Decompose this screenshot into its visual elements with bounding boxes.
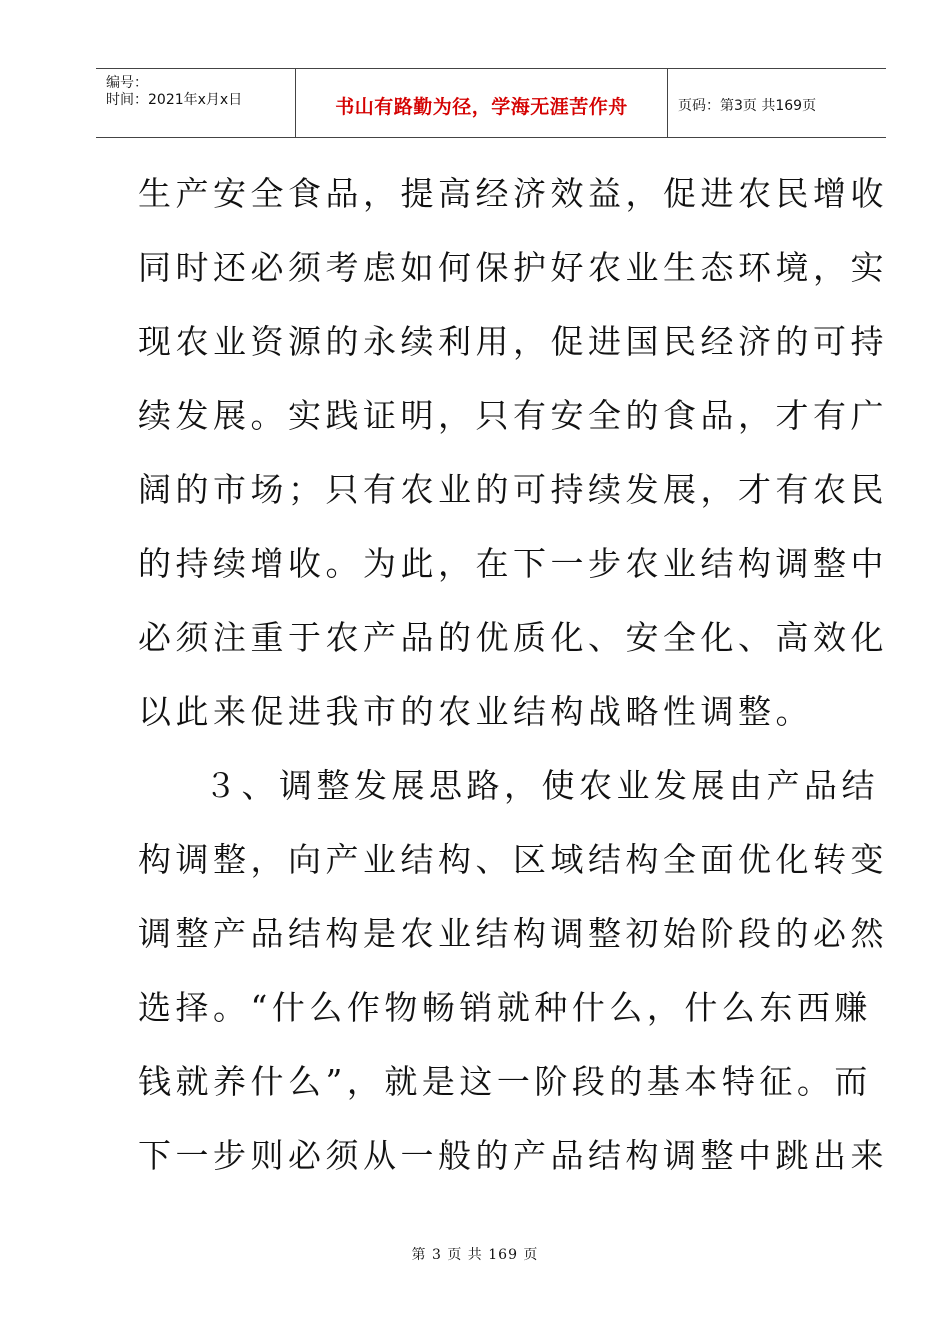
body-line: 的持续增收。为此，在下一步农业结构调整中 bbox=[138, 544, 888, 583]
body-line: 阔的市场；只有农业的可持续发展，才有农民 bbox=[138, 470, 888, 509]
body-line: 生产安全食品，提高经济效益，促进农民增收 bbox=[138, 174, 888, 213]
body-line: 必须注重于农产品的优质化、安全化、高效化 bbox=[138, 618, 888, 657]
body-line: 钱就养什么”，就是这一阶段的基本特征。而 bbox=[138, 1062, 872, 1101]
header-meta bbox=[96, 69, 296, 137]
serial-label: 编号： bbox=[106, 75, 148, 91]
body-line: 续发展。实践证明，只有安全的食品，才有广 bbox=[138, 396, 888, 435]
body-line: 构调整，向产业结构、区域结构全面优化转变 bbox=[138, 840, 888, 879]
body-line: 调整产品结构是农业结构调整初始阶段的必然 bbox=[138, 914, 888, 953]
page-header bbox=[96, 68, 886, 138]
body-line-paragraph-start: ３、调整发展思路，使农业发展由产品结 bbox=[204, 766, 879, 805]
page-footer: 第 3 页 共 169 页 bbox=[411, 1247, 539, 1263]
body-line: 同时还必须考虑如何保护好农业生态环境，实 bbox=[138, 248, 888, 287]
body-line: 现农业资源的永续利用，促进国民经济的可持 bbox=[138, 322, 888, 361]
time-label: 时间：2021年x月x日 bbox=[106, 92, 243, 108]
header-motto: 书山有路勤为径，学海无涯苦作舟 bbox=[296, 69, 668, 137]
body-line: 以此来促进我市的农业结构战略性调整。 bbox=[138, 692, 813, 731]
body-line: 选择。“什么作物畅销就种什么，什么东西赚 bbox=[138, 988, 872, 1027]
header-page-info: 页码：第3页 共169页 bbox=[678, 98, 817, 114]
document-body bbox=[138, 160, 888, 1196]
body-line: 下一步则必须从一般的产品结构调整中跳出来 bbox=[138, 1136, 888, 1175]
